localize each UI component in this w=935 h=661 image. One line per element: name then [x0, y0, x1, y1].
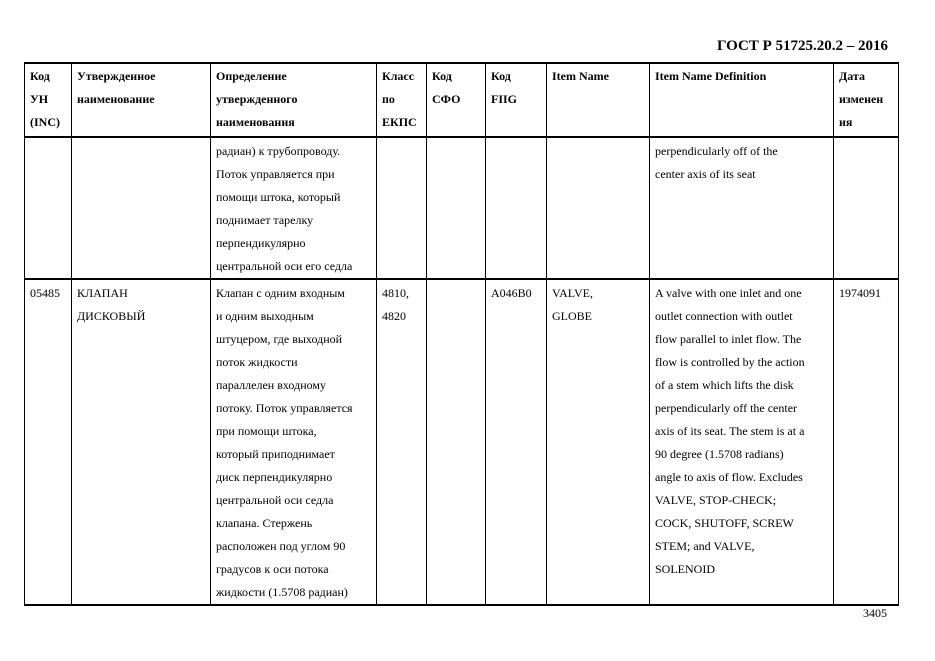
cell-change-date: 1974091 — [834, 279, 899, 605]
header-inc-code: Код УН (INC) — [25, 63, 72, 137]
cell-ekps — [377, 137, 427, 279]
cell-definition-ru: радиан) к трубопроводу. Поток управляется при помощи штока, который поднимает тарелку перпендикулярно центральной оси его седла — [211, 137, 377, 279]
header-sfo-code: Код СФО — [427, 63, 486, 137]
header-item-name: Item Name — [547, 63, 650, 137]
header-item-name-definition: Item Name Definition — [650, 63, 834, 137]
cell-name-ru — [72, 137, 211, 279]
table-row-05485 — [25, 279, 899, 605]
cell-change-date — [834, 137, 899, 279]
cell-item-name-definition: perpendicularly off of the center axis of its seat — [650, 137, 834, 279]
cell-sfo — [427, 137, 486, 279]
header-fiig-code: Код FIIG — [486, 63, 547, 137]
table-row-continuation — [25, 137, 899, 279]
cell-sfo — [427, 279, 486, 605]
cell-item-name: VALVE, GLOBE — [547, 279, 650, 605]
cell-item-name — [547, 137, 650, 279]
cell-name-ru: КЛАПАН ДИСКОВЫЙ — [72, 279, 211, 605]
cell-inc: 05485 — [25, 279, 72, 605]
header-approved-name: Утвержденное наименование — [72, 63, 211, 137]
cell-ekps: 4810, 4820 — [377, 279, 427, 605]
cell-fiig — [486, 137, 547, 279]
cell-definition-ru: Клапан с одним входным и одним выходным штуцером, где выходной поток жидкости параллелен входному потоку. Поток управляется при помощи штока, который приподнимает диск перпендикулярно центральной оси седла клапана. Стержень расположен под углом 90 градусов к оси потока жидкости (1.5708 радиан) — [211, 279, 377, 605]
document-standard-number: ГОСТ Р 51725.20.2 – 2016 — [716, 38, 888, 54]
table-header-row — [25, 63, 899, 137]
cell-item-name-definition: A valve with one inlet and one outlet connection with outlet flow parallel to inlet flow. The flow is controlled by the action of a stem which lifts the disk perpendicularly off the center axis of its seat. The stem is at a 90 degree (1.5708 radians) angle to axis of flow. Excludes VALVE, STOP-CHECK; COCK, SHUTOFF, SCREW STEM; and VALVE, SOLENOID — [650, 279, 834, 605]
catalog-table — [24, 62, 899, 606]
cell-fiig: A046B0 — [486, 279, 547, 605]
header-change-date: Дата изменен ия — [834, 63, 899, 137]
page-number: 3405 — [863, 606, 887, 620]
header-name-definition: Определение утвержденного наименования — [211, 63, 377, 137]
cell-inc — [25, 137, 72, 279]
header-ekps-class: Класс по ЕКПС — [377, 63, 427, 137]
